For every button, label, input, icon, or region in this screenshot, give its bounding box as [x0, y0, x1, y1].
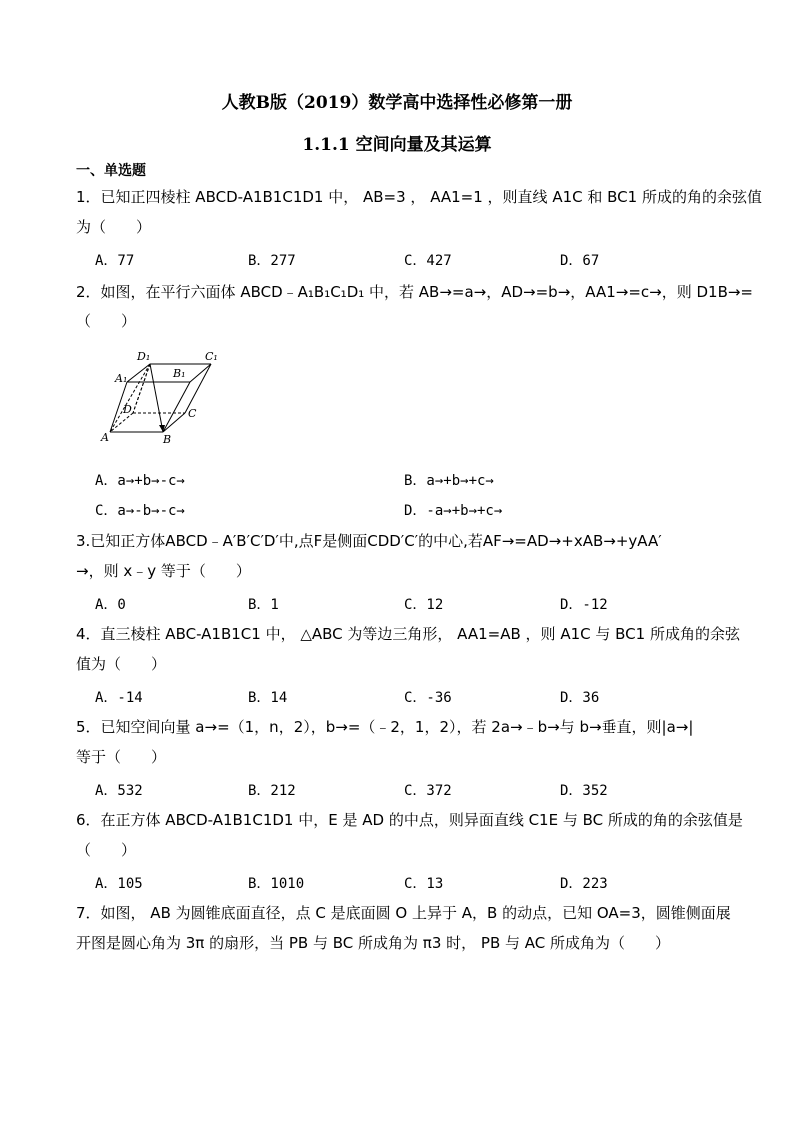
question-2-option-c: C．a→-b→-c→ — [95, 503, 185, 519]
document-title: 人教B版（2019）数学高中选择性必修第一册 — [221, 93, 573, 113]
question-4-option-c: C．-36 — [404, 690, 452, 706]
question-3-option-b: B．1 — [248, 597, 279, 613]
label-a1: A₁ — [115, 372, 128, 385]
question-1-text-line-1: 1．已知正四棱柱 ABCD-A1B1C1D1 中， AB=3 ， AA1=1 ，则直线 A1C 和 BC1 所成的角的余弦值 — [76, 188, 762, 206]
question-6-option-b: B．1010 — [248, 876, 305, 892]
question-3-option-d: D．-12 — [560, 597, 608, 613]
question-1-option-d: D．67 — [560, 253, 600, 269]
label-c: C — [188, 407, 197, 420]
label-c1: C₁ — [205, 350, 218, 363]
question-6-text-line-1: 6．在正方体 ABCD-A1B1C1D1 中，E 是 AD 的中点，则异面直线 C1E 与 BC 所成的角的余弦值是 — [76, 811, 743, 829]
question-2-option-a: A．a→+b→-c→ — [95, 473, 185, 489]
question-7-text-line-1: 7．如图， AB 为圆锥底面直径，点 C 是底面圆 O 上异于 A，B 的动点，已知 OA=3，圆锥侧面展 — [76, 904, 731, 922]
question-4-option-a: A．-14 — [95, 690, 143, 706]
question-5-text-line-2: 等于（ ） — [76, 748, 167, 766]
question-4-option-d: D．36 — [560, 690, 600, 706]
question-2-text-line-1: 2．如图，在平行六面体 ABCD﹣A₁B₁C₁D₁ 中，若 AB→=a→，AD→=b→，AA1→=c→，则 D1B→= — [76, 283, 754, 301]
question-1-option-b: B．277 — [248, 253, 296, 269]
question-1-option-c: C．427 — [404, 253, 452, 269]
question-3-option-a: A．0 — [95, 597, 126, 613]
question-6-option-c: C．13 — [404, 876, 444, 892]
section-heading: 一、单选题 — [76, 163, 146, 179]
question-3-text-line-2: →，则 x﹣y 等于（ ） — [76, 562, 251, 580]
parallelepiped-figure — [95, 345, 230, 447]
question-5-text-line-1: 5．已知空间向量 a→=（1，n，2），b→=（﹣2，1，2），若 2a→﹣b→与 b→垂直，则|a→| — [76, 718, 694, 736]
question-5-option-a: A．532 — [95, 783, 143, 799]
question-3-option-c: C．12 — [404, 597, 444, 613]
question-5-option-c: C．372 — [404, 783, 452, 799]
question-1-text-line-2: 为（ ） — [76, 218, 152, 236]
question-3-text-line-1: 3.已知正方体ABCD﹣A′B′C′D′中,点F是侧面CDD′C′的中心,若AF→=AD→+xAB→+yAA′ — [76, 532, 662, 550]
label-b: B — [163, 433, 172, 446]
label-b1: B₁ — [173, 367, 186, 380]
question-1-option-a: A．77 — [95, 253, 135, 269]
question-4-option-b: B．14 — [248, 690, 288, 706]
question-7-text-line-2: 开图是圆心角为 3π 的扇形，当 PB 与 BC 所成角为 π3 时， PB 与 AC 所成角为（ ） — [76, 934, 671, 952]
question-4-text-line-2: 值为（ ） — [76, 655, 167, 673]
question-5-option-b: B．212 — [248, 783, 296, 799]
question-5-option-d: D．352 — [560, 783, 608, 799]
question-6-option-a: A．105 — [95, 876, 143, 892]
label-d1: D₁ — [137, 350, 151, 363]
question-6-option-d: D．223 — [560, 876, 608, 892]
question-2-option-b: B．a→+b→+c→ — [404, 473, 494, 489]
question-4-text-line-1: 4．直三棱柱 ABC-A1B1C1 中， △ABC 为等边三角形， AA1=AB ，则 A1C 与 BC1 所成角的余弦 — [76, 625, 740, 643]
label-d: D — [123, 403, 132, 416]
label-a: A — [101, 431, 109, 444]
question-2-option-d: D．-a→+b→+c→ — [404, 503, 503, 519]
document-subtitle: 1.1.1 空间向量及其运算 — [302, 135, 492, 155]
question-6-text-line-2: （ ） — [76, 841, 137, 859]
question-2-text-line-2: （ ） — [76, 312, 137, 330]
